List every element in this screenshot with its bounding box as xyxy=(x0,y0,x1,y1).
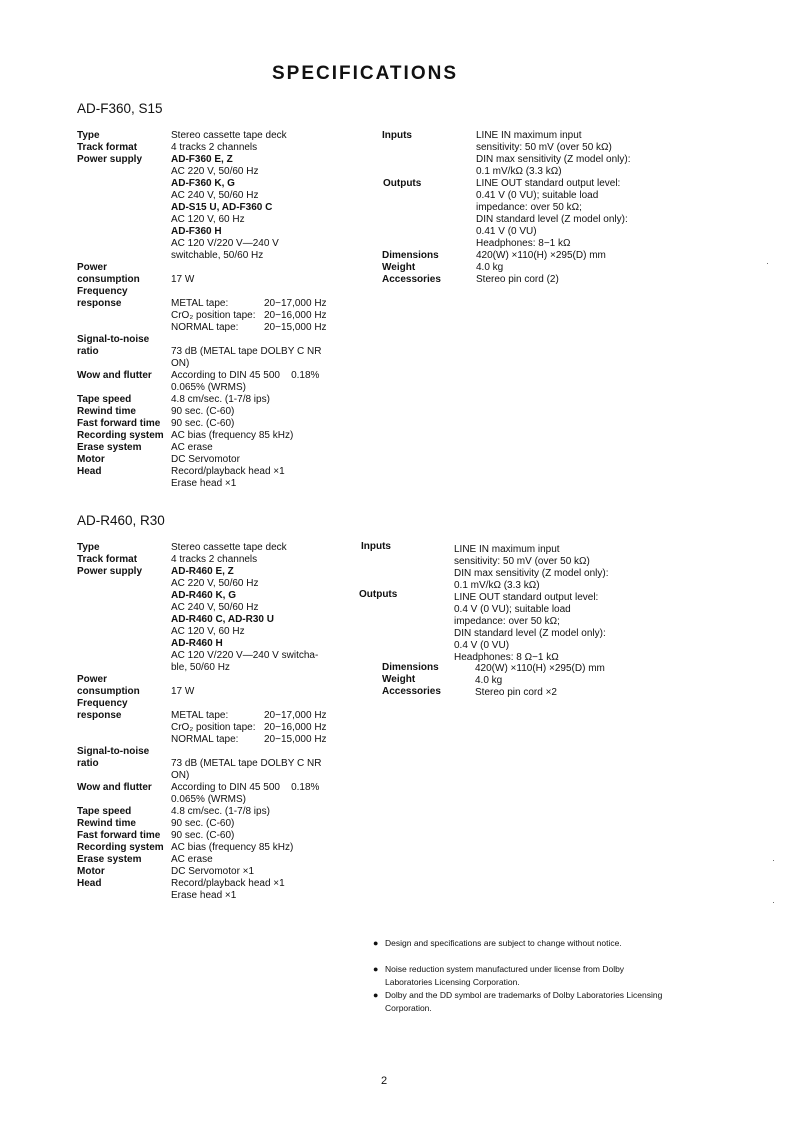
speed-label: Tape speed xyxy=(77,806,132,817)
snr-value: 73 dB (METAL tape DOLBY C NR xyxy=(171,758,322,769)
consumption-label: consumption xyxy=(77,686,140,697)
outputs-value: 0.4 V (0 VU); suitable load xyxy=(454,604,571,615)
ff-value: 90 sec. (C-60) xyxy=(171,830,235,841)
weight-value: 4.0 kg xyxy=(475,675,503,686)
recording-value: AC bias (frequency 85 kHz) xyxy=(171,430,294,441)
outputs-value: Headphones: 8−1 kΩ xyxy=(476,238,571,249)
speed-value: 4.8 cm/sec. (1-7/8 ips) xyxy=(171,394,270,405)
head-label: Head xyxy=(77,466,102,477)
freq-normal-value: 20−15,000 Hz xyxy=(264,734,327,745)
recording-label: Recording system xyxy=(77,842,164,853)
erase-value: AC erase xyxy=(171,442,213,453)
outputs-value: DIN standard level (Z model only): xyxy=(454,628,606,639)
freq-metal-label: METAL tape: xyxy=(171,710,229,721)
model1-heading: AD-F360, S15 xyxy=(77,101,163,116)
inputs-value: 0.1 mV/kΩ (3.3 kΩ) xyxy=(476,166,562,177)
ff-value: 90 sec. (C-60) xyxy=(171,418,235,429)
outputs-value: 0.41 V (0 VU) xyxy=(476,226,537,237)
ff-label: Fast forward time xyxy=(77,830,161,841)
consumption-value: 17 W xyxy=(171,686,195,697)
power-supply-model: AD-R460 H xyxy=(171,638,223,649)
dimensions-label: Dimensions xyxy=(382,662,439,673)
power-supply-model: AD-F360 E, Z xyxy=(171,154,233,165)
freq-normal-value: 20−15,000 Hz xyxy=(264,322,327,333)
dimensions-value: 420(W) ×110(H) ×295(D) mm xyxy=(475,663,605,674)
head-value: Record/playback head ×1 xyxy=(171,878,285,889)
power-supply-model: AD-S15 U, AD-F360 C xyxy=(171,202,273,213)
accessories-value: Stereo pin cord ×2 xyxy=(475,687,557,698)
format-label: Track format xyxy=(77,142,138,153)
head-value: Erase head ×1 xyxy=(171,478,237,489)
snr-label: Signal-to-noise xyxy=(77,334,150,345)
head-label: Head xyxy=(77,878,102,889)
outputs-value: DIN standard level (Z model only): xyxy=(476,214,628,225)
speed-label: Tape speed xyxy=(77,394,132,405)
snr-label: Signal-to-noise xyxy=(77,746,150,757)
accessories-value: Stereo pin cord (2) xyxy=(476,274,559,285)
note-item xyxy=(373,937,665,950)
note-text: Design and specifications are subject to change without notice. xyxy=(385,938,622,948)
accessories-label: Accessories xyxy=(382,686,441,697)
power-supply-label: Power supply xyxy=(77,154,143,165)
freq-cro2-label: CrO₂ position tape: xyxy=(171,722,256,733)
page-title: SPECIFICATIONS xyxy=(272,63,458,84)
inputs-label: Inputs xyxy=(382,130,412,141)
outputs-value: 0.4 V (0 VU) xyxy=(454,640,510,651)
note-text: Noise reduction system manufactured under license from Dolby Laboratories Licensing Corporation. xyxy=(385,964,625,987)
freq-normal-label: NORMAL tape: xyxy=(171,734,239,745)
rewind-label: Rewind time xyxy=(77,406,136,417)
outputs-label: Outputs xyxy=(383,178,422,189)
freq-metal-value: 20−17,000 Hz xyxy=(264,710,327,721)
consumption-label: Power xyxy=(77,674,108,685)
outputs-label: Outputs xyxy=(359,589,398,600)
power-supply-value: AC 120 V/220 V—240 V xyxy=(171,238,279,249)
wow-value: 0.065% (WRMS) xyxy=(171,794,247,805)
power-supply-value: switchable, 50/60 Hz xyxy=(171,250,264,261)
inputs-value: LINE IN maximum input xyxy=(476,130,582,141)
snr-label: ratio xyxy=(77,346,99,357)
consumption-value: 17 W xyxy=(171,274,195,285)
recording-value: AC bias (frequency 85 kHz) xyxy=(171,842,294,853)
rewind-label: Rewind time xyxy=(77,818,136,829)
motor-label: Motor xyxy=(77,866,105,877)
power-supply-value: AC 220 V, 50/60 Hz xyxy=(171,166,259,177)
page-number: 2 xyxy=(381,1075,388,1087)
frequency-label: Frequency xyxy=(77,698,128,709)
motor-value: DC Servomotor ×1 xyxy=(171,866,255,877)
freq-cro2-label: CrO₂ position tape: xyxy=(171,310,256,321)
note-item xyxy=(373,989,665,1014)
power-supply-value: AC 120 V, 60 Hz xyxy=(171,214,245,225)
consumption-label: Power xyxy=(77,262,108,273)
freq-metal-value: 20−17,000 Hz xyxy=(264,298,327,309)
inputs-label: Inputs xyxy=(361,541,391,552)
scan-speck: · xyxy=(766,258,769,268)
snr-value: ON) xyxy=(171,770,190,781)
motor-label: Motor xyxy=(77,454,105,465)
wow-value: 0.065% (WRMS) xyxy=(171,382,247,393)
wow-label: Wow and flutter xyxy=(77,370,152,381)
frequency-label: response xyxy=(77,710,122,721)
frequency-label: Frequency xyxy=(77,286,128,297)
consumption-label: consumption xyxy=(77,274,140,285)
power-supply-model: AD-R460 C, AD-R30 U xyxy=(171,614,274,625)
power-supply-value: AC 220 V, 50/60 Hz xyxy=(171,578,259,589)
note-item xyxy=(373,963,665,988)
weight-value: 4.0 kg xyxy=(476,262,504,273)
rewind-value: 90 sec. (C-60) xyxy=(171,406,235,417)
type-value: Stereo cassette tape deck xyxy=(171,130,287,141)
inputs-value: sensitivity: 50 mV (over 50 kΩ) xyxy=(454,556,590,567)
snr-value: 73 dB (METAL tape DOLBY C NR xyxy=(171,346,322,357)
snr-label: ratio xyxy=(77,758,99,769)
format-label: Track format xyxy=(77,554,138,565)
head-value: Record/playback head ×1 xyxy=(171,466,285,477)
type-value: Stereo cassette tape deck xyxy=(171,542,287,553)
type-label: Type xyxy=(77,130,100,141)
outputs-value: LINE OUT standard output level: xyxy=(454,592,599,603)
outputs-value: impedance: over 50 kΩ; xyxy=(454,616,560,627)
motor-value: DC Servomotor xyxy=(171,454,240,465)
power-supply-label: Power supply xyxy=(77,566,143,577)
freq-cro2-value: 20−16,000 Hz xyxy=(264,310,327,321)
note-text: Dolby and the DD symbol are trademarks of Dolby Laboratories Licensing Corporation. xyxy=(385,990,663,1013)
dimensions-value: 420(W) ×110(H) ×295(D) mm xyxy=(476,250,606,261)
outputs-value: impedance: over 50 kΩ; xyxy=(476,202,582,213)
head-value: Erase head ×1 xyxy=(171,890,237,901)
wow-value: According to DIN 45 500 0.18% xyxy=(171,782,320,793)
scan-speck: · xyxy=(772,855,775,865)
scan-speck: · xyxy=(772,897,775,907)
rewind-value: 90 sec. (C-60) xyxy=(171,818,235,829)
power-supply-model: AD-F360 H xyxy=(171,226,222,237)
format-value: 4 tracks 2 channels xyxy=(171,554,258,565)
dimensions-label: Dimensions xyxy=(382,250,439,261)
outputs-value: 0.41 V (0 VU); suitable load xyxy=(476,190,599,201)
outputs-value: LINE OUT standard output level: xyxy=(476,178,621,189)
inputs-value: LINE IN maximum input xyxy=(454,544,560,555)
frequency-label: response xyxy=(77,298,122,309)
accessories-label: Accessories xyxy=(382,274,441,285)
weight-label: Weight xyxy=(382,674,416,685)
bullet-icon: ● xyxy=(373,964,379,974)
freq-normal-label: NORMAL tape: xyxy=(171,322,239,333)
snr-value: ON) xyxy=(171,358,190,369)
type-label: Type xyxy=(77,542,100,553)
power-supply-value: ble, 50/60 Hz xyxy=(171,662,230,673)
erase-label: Erase system xyxy=(77,854,142,865)
bullet-icon: ● xyxy=(373,990,379,1000)
inputs-value: sensitivity: 50 mV (over 50 kΩ) xyxy=(476,142,612,153)
power-supply-value: AC 120 V, 60 Hz xyxy=(171,626,245,637)
erase-value: AC erase xyxy=(171,854,213,865)
power-supply-value: AC 120 V/220 V—240 V switcha- xyxy=(171,650,319,661)
freq-metal-label: METAL tape: xyxy=(171,298,229,309)
bullet-icon: ● xyxy=(373,938,379,948)
outputs-value: Headphones: 8 Ω−1 kΩ xyxy=(454,652,559,663)
inputs-value: 0.1 mV/kΩ (3.3 kΩ) xyxy=(454,580,540,591)
power-supply-model: AD-R460 K, G xyxy=(171,590,237,601)
inputs-value: DIN max sensitivity (Z model only): xyxy=(454,568,609,579)
recording-label: Recording system xyxy=(77,430,164,441)
format-value: 4 tracks 2 channels xyxy=(171,142,258,153)
wow-label: Wow and flutter xyxy=(77,782,152,793)
weight-label: Weight xyxy=(382,262,416,273)
power-supply-value: AC 240 V, 50/60 Hz xyxy=(171,602,259,613)
power-supply-value: AC 240 V, 50/60 Hz xyxy=(171,190,259,201)
freq-cro2-value: 20−16,000 Hz xyxy=(264,722,327,733)
wow-value: According to DIN 45 500 0.18% xyxy=(171,370,320,381)
inputs-value: DIN max sensitivity (Z model only): xyxy=(476,154,631,165)
erase-label: Erase system xyxy=(77,442,142,453)
ff-label: Fast forward time xyxy=(77,418,161,429)
power-supply-model: AD-F360 K, G xyxy=(171,178,235,189)
model2-heading: AD-R460, R30 xyxy=(77,513,165,528)
speed-value: 4.8 cm/sec. (1-7/8 ips) xyxy=(171,806,270,817)
power-supply-model: AD-R460 E, Z xyxy=(171,566,234,577)
